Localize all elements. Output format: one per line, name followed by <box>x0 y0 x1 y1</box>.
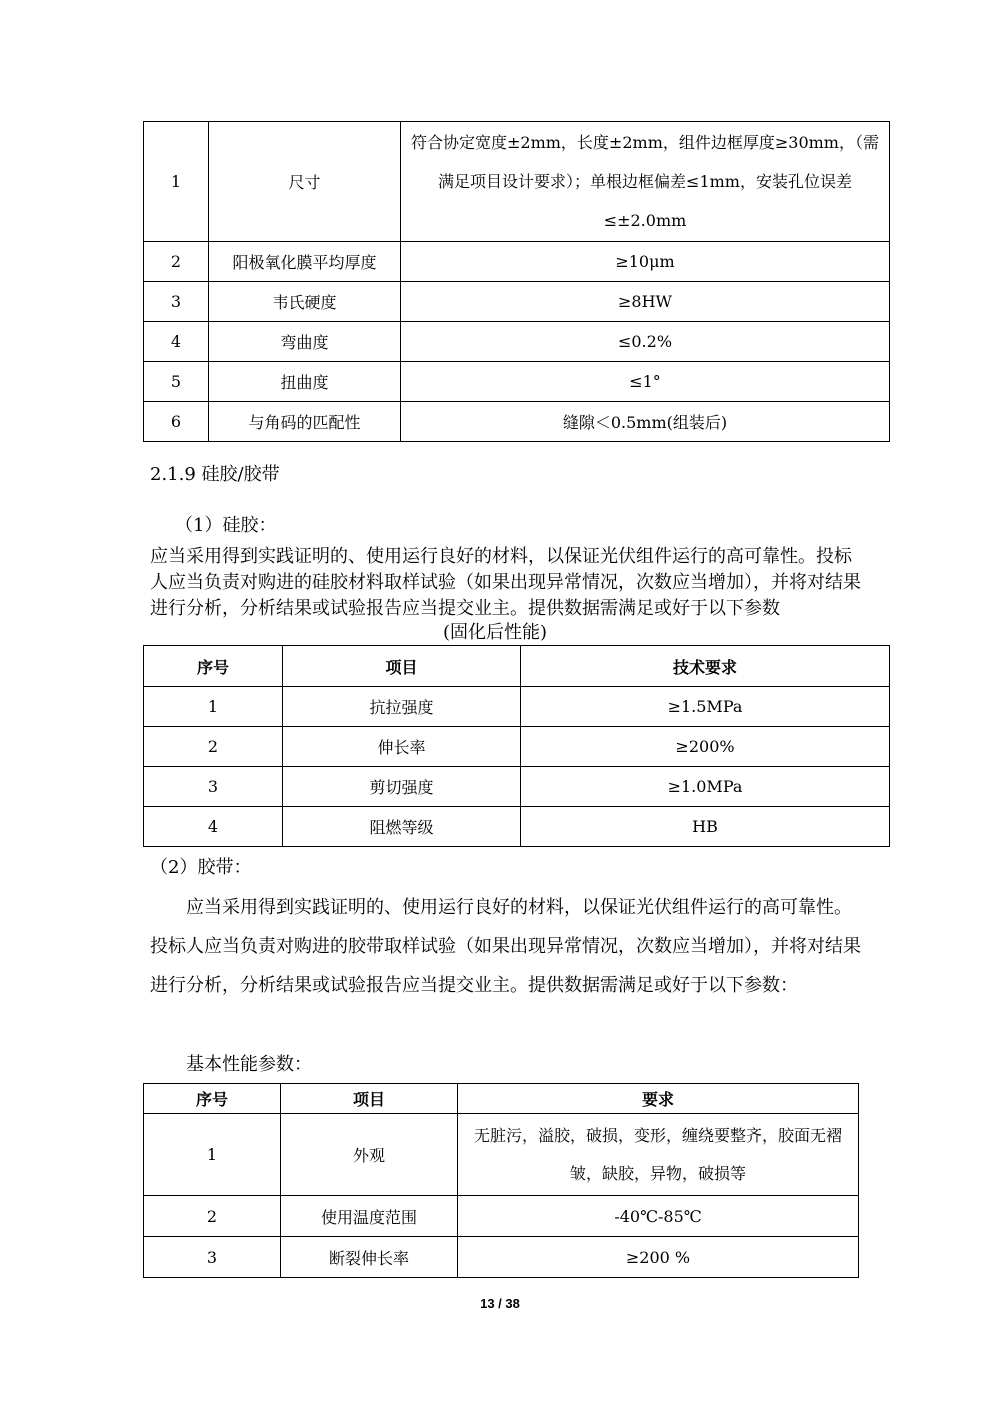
row-requirement: ≤0.2% <box>401 322 890 362</box>
silicone-label: （1）硅胶： <box>175 515 277 536</box>
row-no: 3 <box>144 1237 281 1278</box>
row-item: 阻燃等级 <box>283 807 521 847</box>
row-requirement: 缝隙＜0.5mm(组装后) <box>401 402 890 442</box>
table-row <box>144 727 890 767</box>
row-item: 使用温度范围 <box>281 1196 458 1237</box>
row-no: 1 <box>144 687 283 727</box>
row-item: 阳极氧化膜平均厚度 <box>209 242 401 282</box>
row-no: 3 <box>144 282 209 322</box>
table-row <box>144 362 890 402</box>
row-requirement: ≥200 % <box>458 1237 859 1278</box>
table-row <box>144 1196 859 1237</box>
row-no: 5 <box>144 362 209 402</box>
header-item: 项目 <box>281 1084 458 1114</box>
row-item: 伸长率 <box>283 727 521 767</box>
frame-spec-table <box>143 121 890 442</box>
silicone-spec-table <box>143 645 890 847</box>
row-requirement: ≥200% <box>521 727 890 767</box>
tape-paragraph: 应当采用得到实践证明的、使用运行良好的材料，以保证光伏组件运行的高可靠性。投标人应当负责对购进的胶带取样试验（如果出现异常情况，次数应当增加），并将对结果进行分析，分析结果或试验报告应当提交业主。提供数据需满足或好于以下参数： <box>150 897 861 996</box>
table-row <box>144 242 890 282</box>
row-requirement: 符合协定宽度±2mm，长度±2mm，组件边框厚度≥30mm，（需满足项目设计要求）；单根边框偏差≤1mm，安装孔位误差≤±2.0mm <box>401 122 890 242</box>
row-item: 弯曲度 <box>209 322 401 362</box>
row-requirement: HB <box>521 807 890 847</box>
row-no: 2 <box>144 1196 281 1237</box>
silicone-caption: (固化后性能) <box>443 622 548 643</box>
table-row <box>144 122 890 242</box>
row-item: 扭曲度 <box>209 362 401 402</box>
row-item: 与角码的匹配性 <box>209 402 401 442</box>
row-requirement: 无脏污，溢胶，破损，变形，缠绕要整齐，胶面无褶皱，缺胶，异物，破损等 <box>458 1114 859 1196</box>
row-requirement: ≥1.5MPa <box>521 687 890 727</box>
row-requirement: -40℃-85℃ <box>458 1196 859 1237</box>
row-item: 尺寸 <box>209 122 401 242</box>
table-row <box>144 807 890 847</box>
row-no: 4 <box>144 322 209 362</box>
row-requirement: ≥1.0MPa <box>521 767 890 807</box>
page-number: 13 / 38 <box>480 1296 520 1311</box>
row-item: 外观 <box>281 1114 458 1196</box>
row-no: 3 <box>144 767 283 807</box>
row-no: 6 <box>144 402 209 442</box>
table-row <box>144 767 890 807</box>
header-item: 项目 <box>283 646 521 687</box>
row-item: 抗拉强度 <box>283 687 521 727</box>
table-row <box>144 687 890 727</box>
table-header-row <box>144 1084 859 1114</box>
header-requirement: 要求 <box>458 1084 859 1114</box>
table-row <box>144 282 890 322</box>
table-row <box>144 402 890 442</box>
table-header-row <box>144 646 890 687</box>
row-no: 2 <box>144 242 209 282</box>
row-no: 1 <box>144 122 209 242</box>
row-no: 4 <box>144 807 283 847</box>
row-requirement: ≥8HW <box>401 282 890 322</box>
table-row <box>144 1237 859 1278</box>
row-requirement: ≤1° <box>401 362 890 402</box>
row-item: 韦氏硬度 <box>209 282 401 322</box>
table-row <box>144 1114 859 1196</box>
table-row <box>144 322 890 362</box>
tape-spec-table <box>143 1083 859 1278</box>
row-item: 剪切强度 <box>283 767 521 807</box>
row-requirement: ≥10μm <box>401 242 890 282</box>
header-no: 序号 <box>144 1084 281 1114</box>
header-requirement: 技术要求 <box>521 646 890 687</box>
silicone-paragraph: 应当采用得到实践证明的、使用运行良好的材料，以保证光伏组件运行的高可靠性。投标人应当负责对购进的硅胶材料取样试验（如果出现异常情况，次数应当增加），并将对结果进行分析，分析结果或试验报告应当提交业主。提供数据需满足或好于以下参数 <box>150 546 861 619</box>
tape-label: （2）胶带： <box>150 857 252 878</box>
row-item: 断裂伸长率 <box>281 1237 458 1278</box>
header-no: 序号 <box>144 646 283 687</box>
section-heading: 2.1.9 硅胶/胶带 <box>150 464 280 485</box>
tape-sublabel: 基本性能参数： <box>186 1054 312 1075</box>
row-no: 2 <box>144 727 283 767</box>
row-no: 1 <box>144 1114 281 1196</box>
